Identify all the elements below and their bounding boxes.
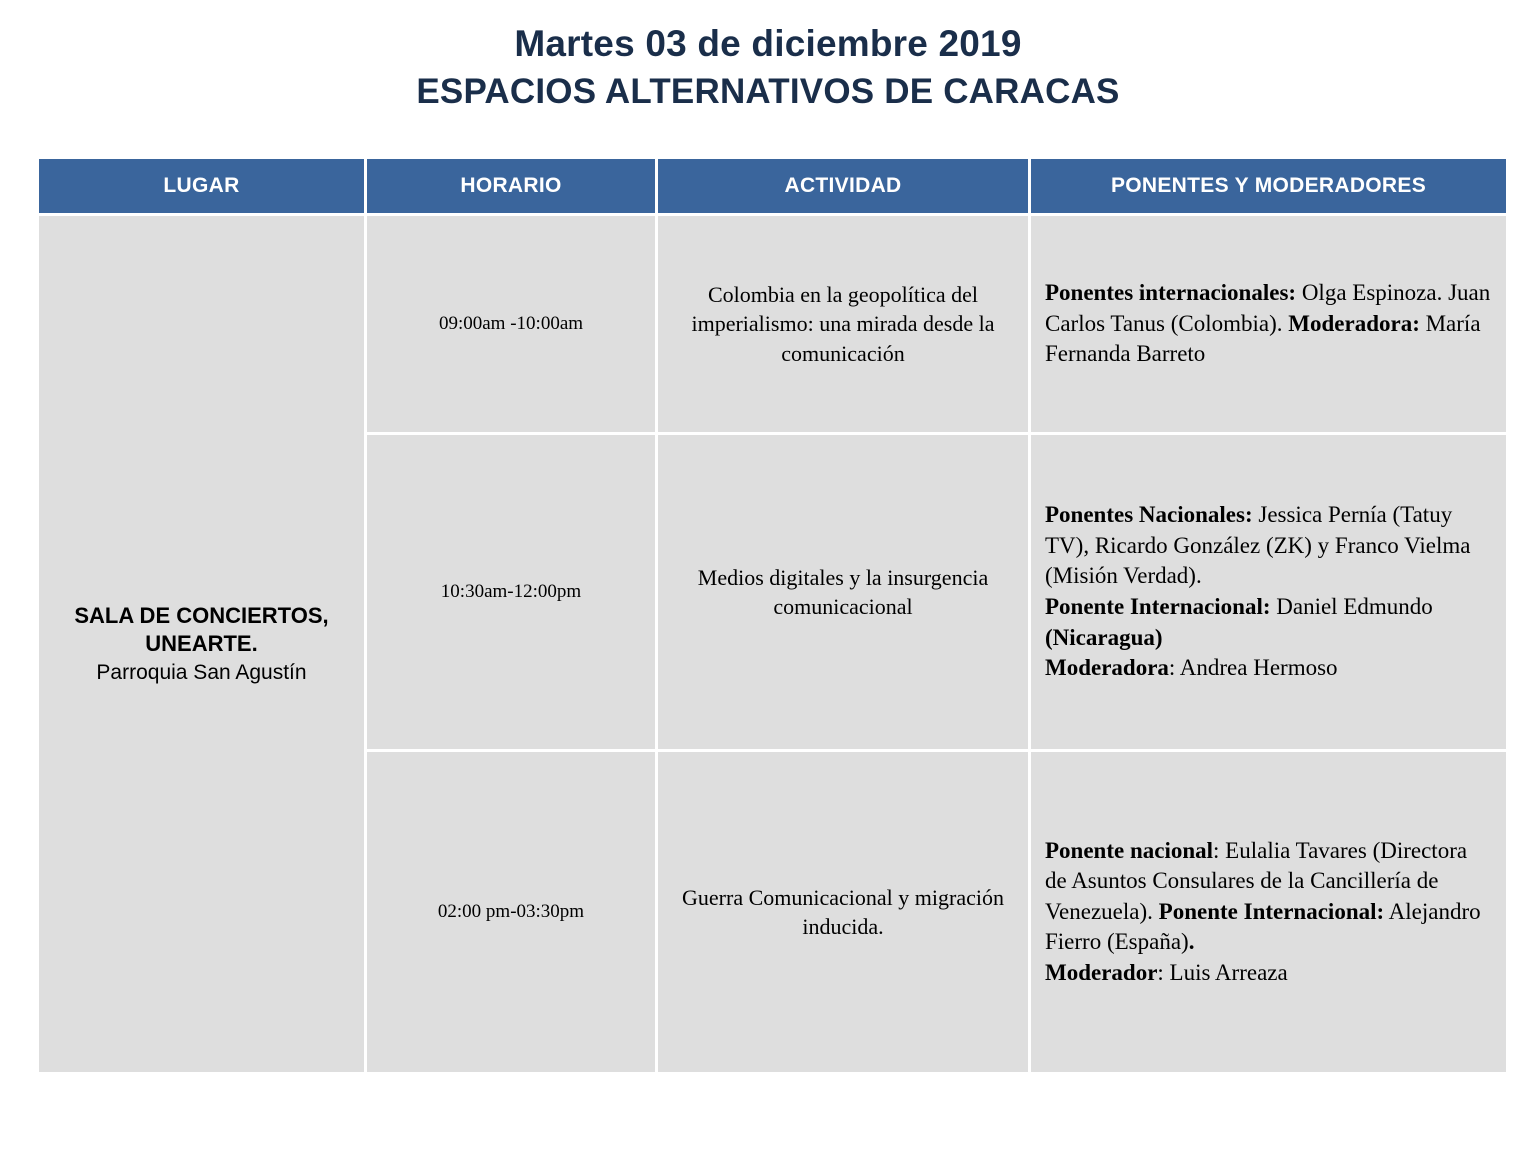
column-header-lugar: LUGAR <box>39 159 364 213</box>
cell-lugar <box>39 216 364 1072</box>
column-header-horario: HORARIO <box>367 159 655 213</box>
ponentes-text: Olga Espinoza. Juan Carlos Tanus (Colombia). <box>1045 280 1491 336</box>
ponente-internacional-country: (Nicaragua) <box>1045 624 1163 650</box>
schedule-table-wrap <box>36 156 1500 1075</box>
ponente-internacional-label: Ponente Internacional: <box>1158 898 1385 924</box>
ponente-internacional-paragraph <box>1045 592 1492 653</box>
cell-ponentes <box>1031 752 1506 1072</box>
title-date: Martes 03 de diciembre 2019 <box>514 23 1022 64</box>
moderadora-label: Moderadora <box>1045 655 1169 681</box>
ponentes-paragraph <box>1045 500 1492 592</box>
cell-actividad: Medios digitales y la insurgencia comunicacional <box>658 435 1028 749</box>
ponente-nacional-text: : Eulalia Tavares (Directora de Asuntos Consulares de la Cancillería de Venezuela). <box>1045 837 1468 924</box>
moderadora-text: : Andrea Hermoso <box>1168 655 1338 681</box>
moderador-label: Moderador <box>1045 959 1158 985</box>
ponente-internacional-text: Alejandro Fierro (España) <box>1045 898 1481 955</box>
venue-name: SALA DE CONCIERTOS, UNEARTE. <box>74 602 329 657</box>
venue-parish: Parroquia San Agustín <box>96 660 307 684</box>
cell-actividad: Colombia en la geopolítica del imperialismo: una mirada desde la comunicación <box>658 216 1028 432</box>
document-title <box>0 0 1536 114</box>
moderadora-label: Moderadora: <box>1288 310 1420 336</box>
cell-ponentes <box>1031 216 1506 432</box>
cell-ponentes <box>1031 435 1506 749</box>
ponente-internacional-text: Daniel Edmundo <box>1270 594 1433 619</box>
cell-horario: 02:00 pm-03:30pm <box>367 752 655 1072</box>
ponentes-nacionales-label: Ponentes Nacionales: <box>1045 502 1253 528</box>
moderadora-paragraph <box>1045 653 1492 684</box>
schedule-table <box>36 156 1509 1075</box>
column-header-actividad: ACTIVIDAD <box>658 159 1028 213</box>
moderador-paragraph <box>1045 958 1492 989</box>
ponentes-paragraph <box>1045 278 1492 370</box>
ponente-internacional-label: Ponente Internacional: <box>1045 594 1271 619</box>
table-row <box>39 216 1506 432</box>
moderador-text: : Luis Arreaza <box>1157 959 1288 985</box>
ponentes-nacionales-text: Jessica Pernía (Tatuy TV), Ricardo González (ZK) y Franco Vielma (Misión Verdad). <box>1045 502 1471 589</box>
column-header-ponentes: PONENTES Y MODERADORES <box>1031 159 1506 213</box>
ponente-internacional-period: . <box>1188 929 1195 955</box>
table-header-row <box>39 159 1506 213</box>
ponente-nacional-paragraph <box>1045 836 1492 958</box>
cell-actividad: Guerra Comunicacional y migración inducida. <box>658 752 1028 1072</box>
moderadora-text: María Fernanda Barreto <box>1045 310 1481 367</box>
ponente-nacional-label: Ponente nacional <box>1045 837 1214 863</box>
ponentes-label: Ponentes internacionales: <box>1045 280 1297 306</box>
cell-horario: 10:30am-12:00pm <box>367 435 655 749</box>
cell-horario: 09:00am -10:00am <box>367 216 655 432</box>
title-subject: ESPACIOS ALTERNATIVOS DE CARACAS <box>416 72 1120 112</box>
